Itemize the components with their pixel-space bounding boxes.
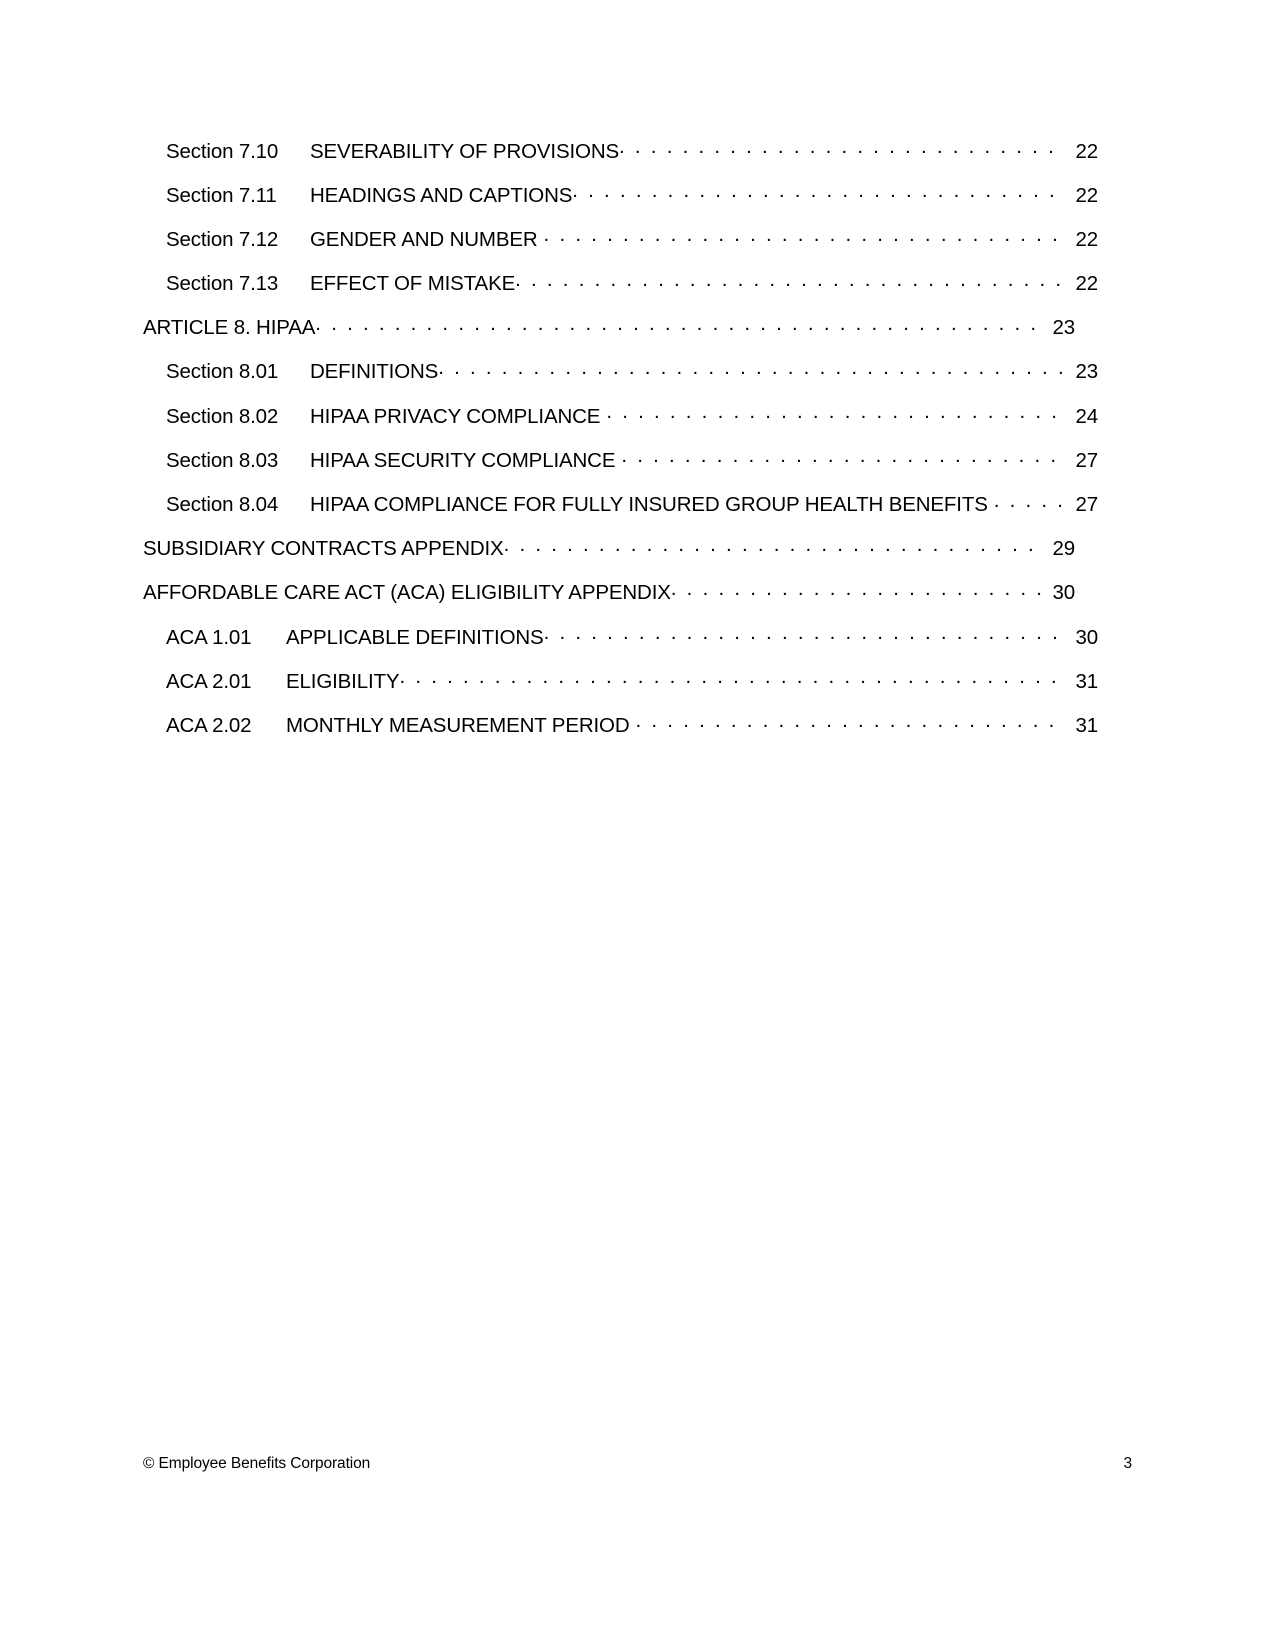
toc-entry-page-number: 27 [1075, 448, 1098, 472]
toc-entry-title: HEADINGS AND CAPTIONS [310, 183, 573, 207]
toc-dot-leader [572, 181, 1064, 202]
toc-entry-title: HIPAA SECURITY COMPLIANCE [310, 448, 616, 472]
toc-entry-label: Section 7.11 [166, 183, 277, 207]
toc-entry-label: Section 8.02 [166, 404, 279, 428]
toc-entry-page-number: 29 [1052, 537, 1075, 561]
toc-entry[interactable] [143, 270, 1098, 314]
toc-entry-title: EFFECT OF MISTAKE [310, 272, 516, 296]
toc-entry-label: Section 7.10 [166, 139, 279, 163]
toc-entry-title: ELIGIBILITY [286, 669, 400, 693]
toc-dot-leader [515, 270, 1064, 291]
toc-dot-leader [399, 667, 1064, 688]
toc-entry[interactable] [143, 137, 1098, 181]
toc-dot-leader [636, 711, 1064, 732]
toc-entry-page-number: 27 [1075, 493, 1098, 516]
toc-dot-leader [619, 137, 1064, 158]
toc-entry-page-number: 23 [1052, 316, 1075, 340]
footer-copyright: © Employee Benefits Corporation [143, 1455, 371, 1472]
toc-entry[interactable] [143, 446, 1098, 490]
toc-entry[interactable] [143, 402, 1098, 446]
toc-dot-leader [544, 623, 1064, 644]
page-footer [143, 1456, 1132, 1472]
toc-entry[interactable] [143, 358, 1098, 402]
toc-dot-leader [315, 314, 1041, 335]
toc-entry-title: ARTICLE 8. HIPAA [143, 316, 316, 340]
table-of-contents [143, 137, 1098, 756]
toc-entry-page-number: 22 [1075, 227, 1098, 251]
toc-entry[interactable] [143, 667, 1098, 711]
toc-dot-leader [504, 535, 1041, 556]
toc-entry-page-number: 31 [1075, 713, 1098, 737]
toc-entry-page-number: 22 [1075, 183, 1098, 207]
toc-entry[interactable] [143, 623, 1098, 667]
toc-entry-label: Section 8.04 [166, 493, 279, 516]
toc-dot-leader [671, 579, 1041, 600]
toc-entry-title: MONTHLY MEASUREMENT PERIOD [286, 713, 630, 737]
toc-entry-title: DEFINITIONS [310, 360, 439, 384]
toc-dot-leader [621, 446, 1064, 467]
toc-entry-page-number: 31 [1075, 669, 1098, 693]
toc-entry[interactable] [143, 579, 1075, 623]
toc-entry-label: Section 7.13 [166, 272, 279, 296]
toc-entry-title: APPLICABLE DEFINITIONS [286, 625, 544, 649]
toc-entry[interactable] [143, 491, 1098, 535]
toc-entry[interactable] [143, 314, 1075, 358]
toc-entry-page-number: 23 [1075, 360, 1098, 384]
toc-entry-title: SEVERABILITY OF PROVISIONS [310, 139, 620, 163]
toc-dot-leader [544, 225, 1064, 246]
toc-entry-title: AFFORDABLE CARE ACT (ACA) ELIGIBILITY APPENDIX [143, 581, 671, 605]
footer-page-number: 3 [1123, 1455, 1132, 1472]
toc-entry-page-number: 22 [1075, 139, 1098, 163]
toc-entry-label: Section 8.03 [166, 448, 279, 472]
toc-entry-label: ACA 1.01 [166, 625, 252, 649]
toc-dot-leader [438, 358, 1064, 379]
toc-entry[interactable] [143, 225, 1098, 269]
toc-entry-title: HIPAA PRIVACY COMPLIANCE [310, 404, 601, 428]
toc-entry-label: Section 7.12 [166, 227, 279, 251]
toc-entry-page-number: 30 [1052, 581, 1075, 605]
toc-entry-page-number: 24 [1075, 404, 1098, 428]
toc-entry-page-number: 22 [1075, 272, 1098, 296]
toc-entry[interactable] [143, 181, 1098, 225]
toc-entry-page-number: 30 [1075, 625, 1098, 649]
toc-entry-label: ACA 2.01 [166, 669, 252, 693]
toc-entry[interactable] [143, 535, 1075, 579]
toc-dot-leader [606, 402, 1064, 423]
toc-entry-label: Section 8.01 [166, 360, 279, 384]
toc-entry[interactable] [143, 711, 1098, 755]
toc-entry-title: SUBSIDIARY CONTRACTS APPENDIX [143, 537, 504, 561]
toc-entry-label: ACA 2.02 [166, 713, 252, 737]
toc-entry-title: HIPAA COMPLIANCE FOR FULLY INSURED GROUP HEALTH BENEFITS [310, 493, 988, 516]
toc-entry-title: GENDER AND NUMBER [310, 227, 538, 251]
toc-dot-leader [994, 491, 1064, 512]
